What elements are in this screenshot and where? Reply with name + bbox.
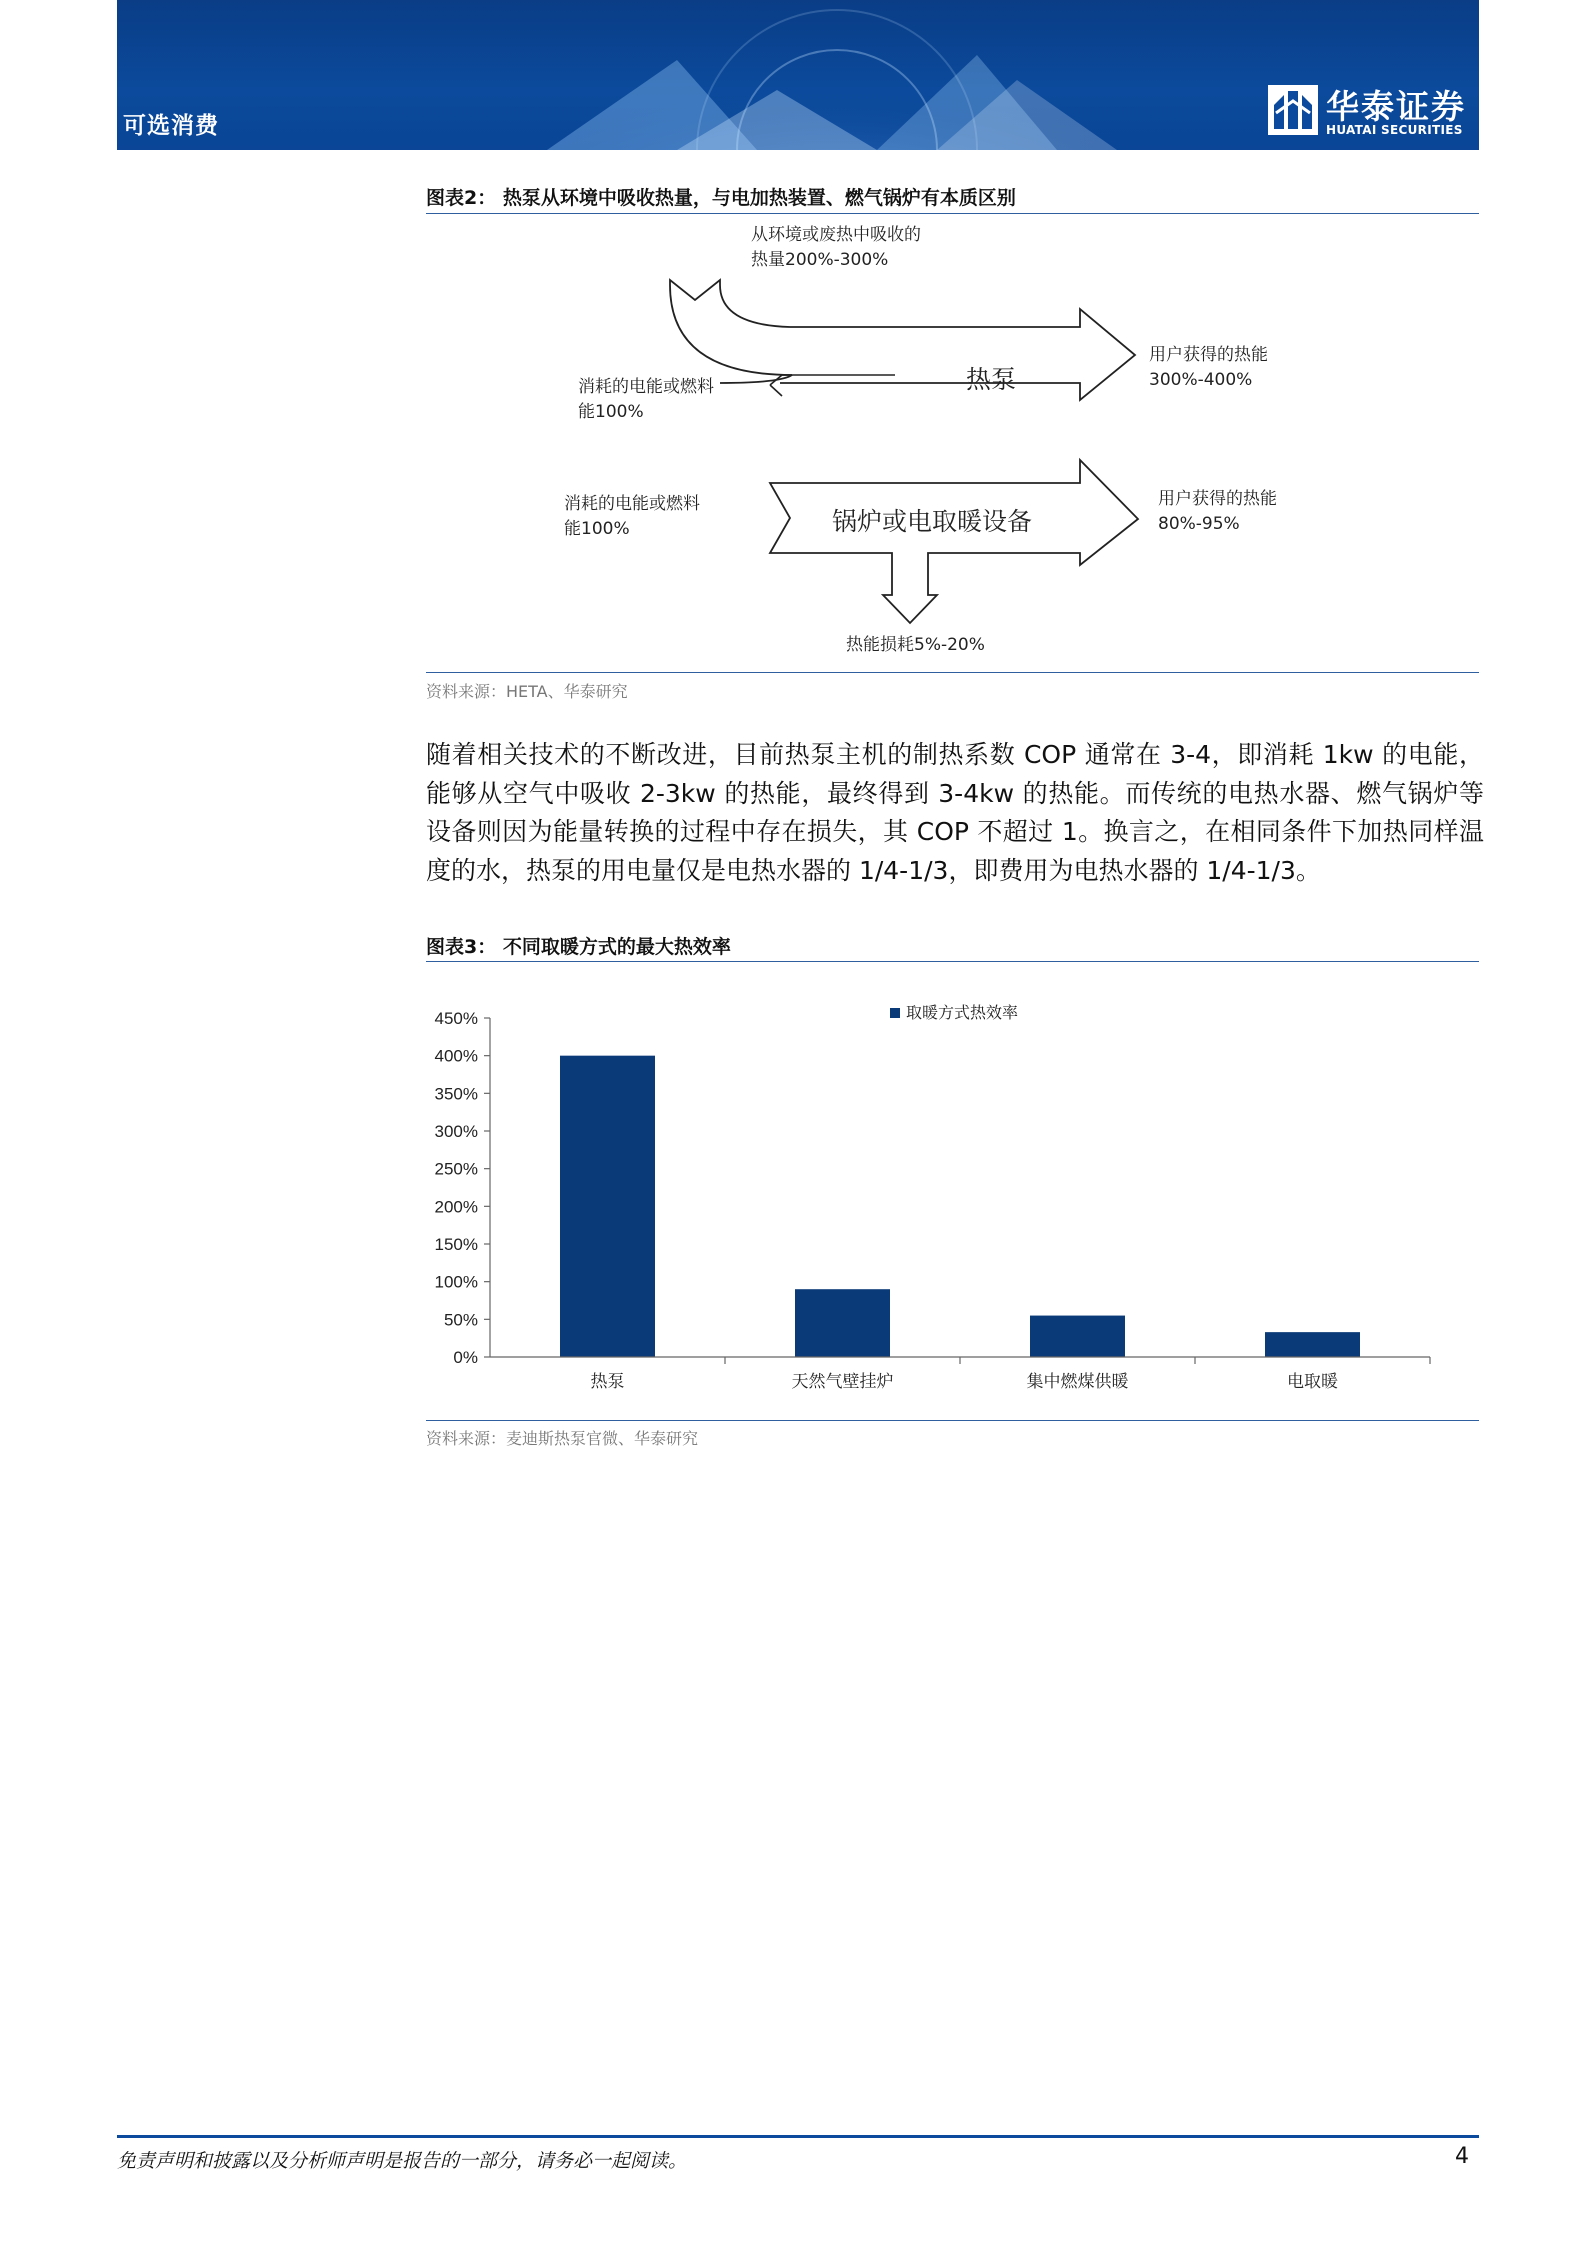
- y-tick-label: 100%: [434, 1272, 478, 1292]
- x-tick-label: 热泵: [590, 1372, 625, 1392]
- y-tick-label: 400%: [434, 1046, 478, 1066]
- figure2-source: 资料来源：HETA、华泰研究: [426, 682, 628, 701]
- x-tick-label: 电取暖: [1287, 1372, 1338, 1392]
- heat-source-label-line1: 从环境或废热中吸收的: [751, 225, 921, 245]
- figure3-source: 资料来源：麦迪斯热泵官微、华泰研究: [426, 1429, 699, 1448]
- figure2-top-rule: [426, 213, 1479, 214]
- logo-chinese-name: 华泰证券: [1326, 87, 1466, 126]
- x-axis: [490, 1357, 1430, 1392]
- figure3-title: 图表3： 不同取暖方式的最大热效率: [426, 936, 731, 958]
- heat-source-label-line2: 热量200%-300%: [751, 250, 889, 270]
- pump-output-label-line2: 300%-400%: [1149, 370, 1253, 390]
- bar-1: [560, 1056, 655, 1357]
- diagram-arrows: [560, 215, 1360, 665]
- page-number: 4: [1455, 2144, 1469, 2169]
- heat-flow-diagram: [560, 215, 1360, 665]
- bar-2: [795, 1289, 890, 1357]
- figure2-title: 图表2： 热泵从环境中吸收热量，与电加热装置、燃气锅炉有本质区别: [426, 187, 1016, 209]
- boiler-output-label-line1: 用户获得的热能: [1158, 489, 1277, 509]
- pump-input-label-line1: 消耗的电能或燃料: [578, 377, 714, 397]
- boiler-input-label-line2: 能100%: [564, 519, 630, 539]
- y-axis: [435, 1009, 490, 1367]
- boiler-loss-label: 热能损耗5%-20%: [846, 635, 985, 655]
- logo-english-name: HUATAI SECURITIES: [1326, 123, 1463, 137]
- heating-efficiency-chart: [420, 995, 1500, 1415]
- legend: [890, 1003, 1018, 1022]
- footer-disclaimer: 免责声明和披露以及分析师声明是报告的一部分，请务必一起阅读。: [117, 2150, 688, 2172]
- heat-pump-input-chevron: [770, 375, 895, 396]
- legend-label: 取暖方式热效率: [906, 1003, 1019, 1022]
- y-tick-label: 300%: [434, 1122, 478, 1141]
- figure3-bottom-rule: [426, 1420, 1479, 1421]
- bar-4: [1265, 1332, 1360, 1357]
- y-tick-label: 450%: [434, 1009, 478, 1028]
- y-tick-label: 350%: [434, 1084, 478, 1104]
- figure3-top-rule: [426, 961, 1479, 962]
- boiler-label: 锅炉或电取暖设备: [832, 507, 1033, 536]
- x-tick-label: 集中燃煤供暖: [1026, 1372, 1129, 1392]
- x-tick-label: 天然气壁挂炉: [791, 1372, 894, 1392]
- bar-3: [1030, 1316, 1125, 1357]
- boiler-arrow: [770, 460, 1138, 623]
- heat-pump-arrow: [670, 280, 1135, 400]
- y-tick-label: 250%: [434, 1159, 478, 1179]
- pump-input-label-line2: 能100%: [578, 402, 644, 422]
- bars: [560, 1056, 1360, 1357]
- logo-mark-icon: [1268, 85, 1318, 135]
- y-tick-label: 50%: [443, 1310, 478, 1330]
- figure2-bottom-rule: [426, 672, 1479, 673]
- legend-swatch: [890, 1008, 900, 1018]
- heat-pump-label: 热泵: [966, 365, 1017, 394]
- footer-rule: [117, 2135, 1479, 2138]
- company-logo: [1268, 79, 1468, 139]
- chart-canvas: [420, 995, 1500, 1415]
- boiler-input-label-line1: 消耗的电能或燃料: [564, 494, 700, 514]
- y-tick-label: 150%: [434, 1235, 478, 1254]
- section-label: 可选消费: [123, 113, 219, 139]
- pump-output-label-line1: 用户获得的热能: [1149, 345, 1268, 365]
- y-tick-label: 0%: [453, 1348, 478, 1367]
- boiler-output-label-line2: 80%-95%: [1158, 514, 1240, 534]
- body-paragraph: 随着相关技术的不断改进，目前热泵主机的制热系数 COP 通常在 3-4，即消耗 1kw 的电能，能够从空气中吸收 2-3kw 的热能，最终得到 3-4kw 的热能。而传统的电热水器、燃气锅炉等设备则因为能量转换的过程中存在损失，其 COP 不超过 1。换言之，在相同条件下加热同样温度的水，热泵的用电量仅是电热水器的 1/4-1/3，即费用为电热水器的 1/4-1/3。: [426, 740, 1484, 885]
- y-tick-label: 200%: [434, 1197, 478, 1217]
